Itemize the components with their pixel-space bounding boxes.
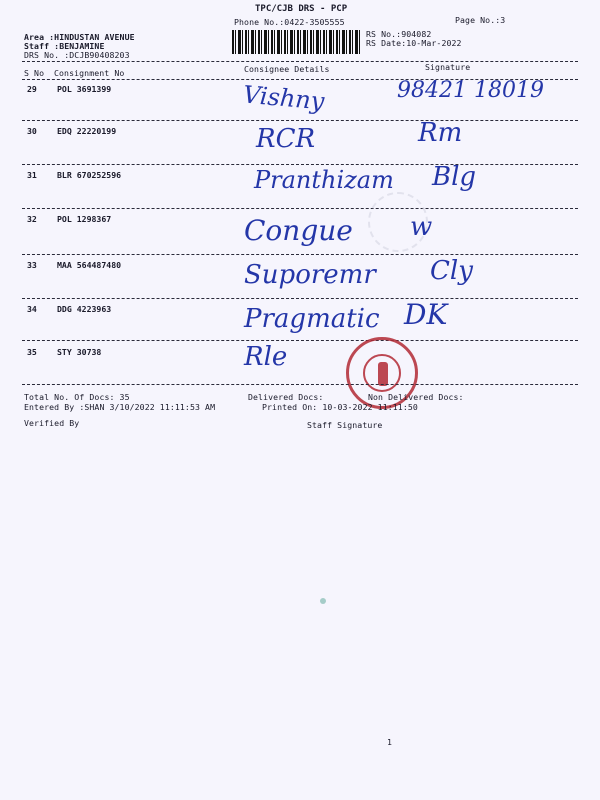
row-divider [22, 208, 578, 209]
signature-handwriting: DK [404, 298, 448, 331]
row-divider [22, 298, 578, 299]
row-divider [22, 340, 578, 341]
footer-divider [22, 384, 578, 385]
consignee-handwriting: Congue [244, 214, 353, 247]
row-sno: 33 [27, 260, 37, 270]
row-divider [22, 120, 578, 121]
staff-label: Staff :BENJAMINE [24, 41, 105, 51]
row-sno: 30 [27, 126, 37, 136]
printed-on: Printed On: 10-03-2022 11:11:50 [262, 402, 418, 412]
pen-mark [320, 598, 326, 604]
consignee-handwriting: Vishny [241, 80, 326, 116]
signature-handwriting: Blg [432, 162, 477, 192]
column-consignee: Consignee Details [244, 64, 330, 74]
barcode-image [232, 30, 360, 54]
rs-date: RS Date:10-Mar-2022 [366, 38, 462, 48]
signature-handwriting: 98421 18019 [397, 78, 544, 103]
delivered-docs: Delivered Docs: [248, 392, 324, 402]
column-consignment: Consignment No [54, 68, 125, 78]
area-label: Area :HINDUSTAN AVENUE [24, 32, 135, 42]
row-consignment: STY 30738 [57, 347, 102, 357]
row-consignment: DDG 4223963 [57, 304, 112, 314]
row-sno: 31 [27, 170, 37, 180]
signature-handwriting: Cly [430, 256, 473, 286]
drs-number: DRS No. :DCJB90408203 [24, 50, 130, 60]
row-sno: 34 [27, 304, 37, 314]
row-sno: 29 [27, 84, 37, 94]
column-signature: Signature [425, 62, 471, 72]
row-divider [22, 164, 578, 165]
rs-number: RS No.:904082 [366, 29, 432, 39]
row-consignment: MAA 564487480 [57, 260, 122, 270]
row-consignment: EDQ 22220199 [57, 126, 117, 136]
row-sno: 35 [27, 347, 37, 357]
row-divider [22, 254, 578, 255]
non-delivered-docs: Non Delivered Docs: [368, 392, 464, 402]
staff-signature-label: Staff Signature [307, 420, 383, 430]
signature-handwriting: w [410, 212, 433, 242]
row-consignment: POL 3691399 [57, 84, 112, 94]
total-docs: Total No. Of Docs: 35 [24, 392, 130, 402]
row-sno: 32 [27, 214, 37, 224]
phone-number: Phone No.:0422-3505555 [234, 17, 345, 27]
page-mark: 1 [387, 737, 393, 747]
column-sno: S No [24, 68, 45, 78]
stamp-core-mark [378, 362, 388, 386]
header-divider [22, 61, 578, 62]
consignee-handwriting: Rle [244, 342, 288, 372]
page-number: Page No.:3 [455, 15, 506, 25]
row-consignment: POL 1298367 [57, 214, 112, 224]
entered-by: Entered By :SHAN 3/10/2022 11:11:53 AM [24, 402, 216, 412]
verified-by: Verified By [24, 418, 80, 428]
signature-handwriting: Rm [418, 118, 463, 148]
consignee-handwriting: RCR [256, 124, 316, 154]
consignee-handwriting: Pranthizam [254, 166, 394, 194]
consignee-handwriting: Suporemr [244, 260, 376, 290]
consignee-handwriting: Pragmatic [244, 304, 380, 334]
row-consignment: BLR 670252596 [57, 170, 122, 180]
report-title: TPC/CJB DRS - PCP [255, 4, 348, 14]
